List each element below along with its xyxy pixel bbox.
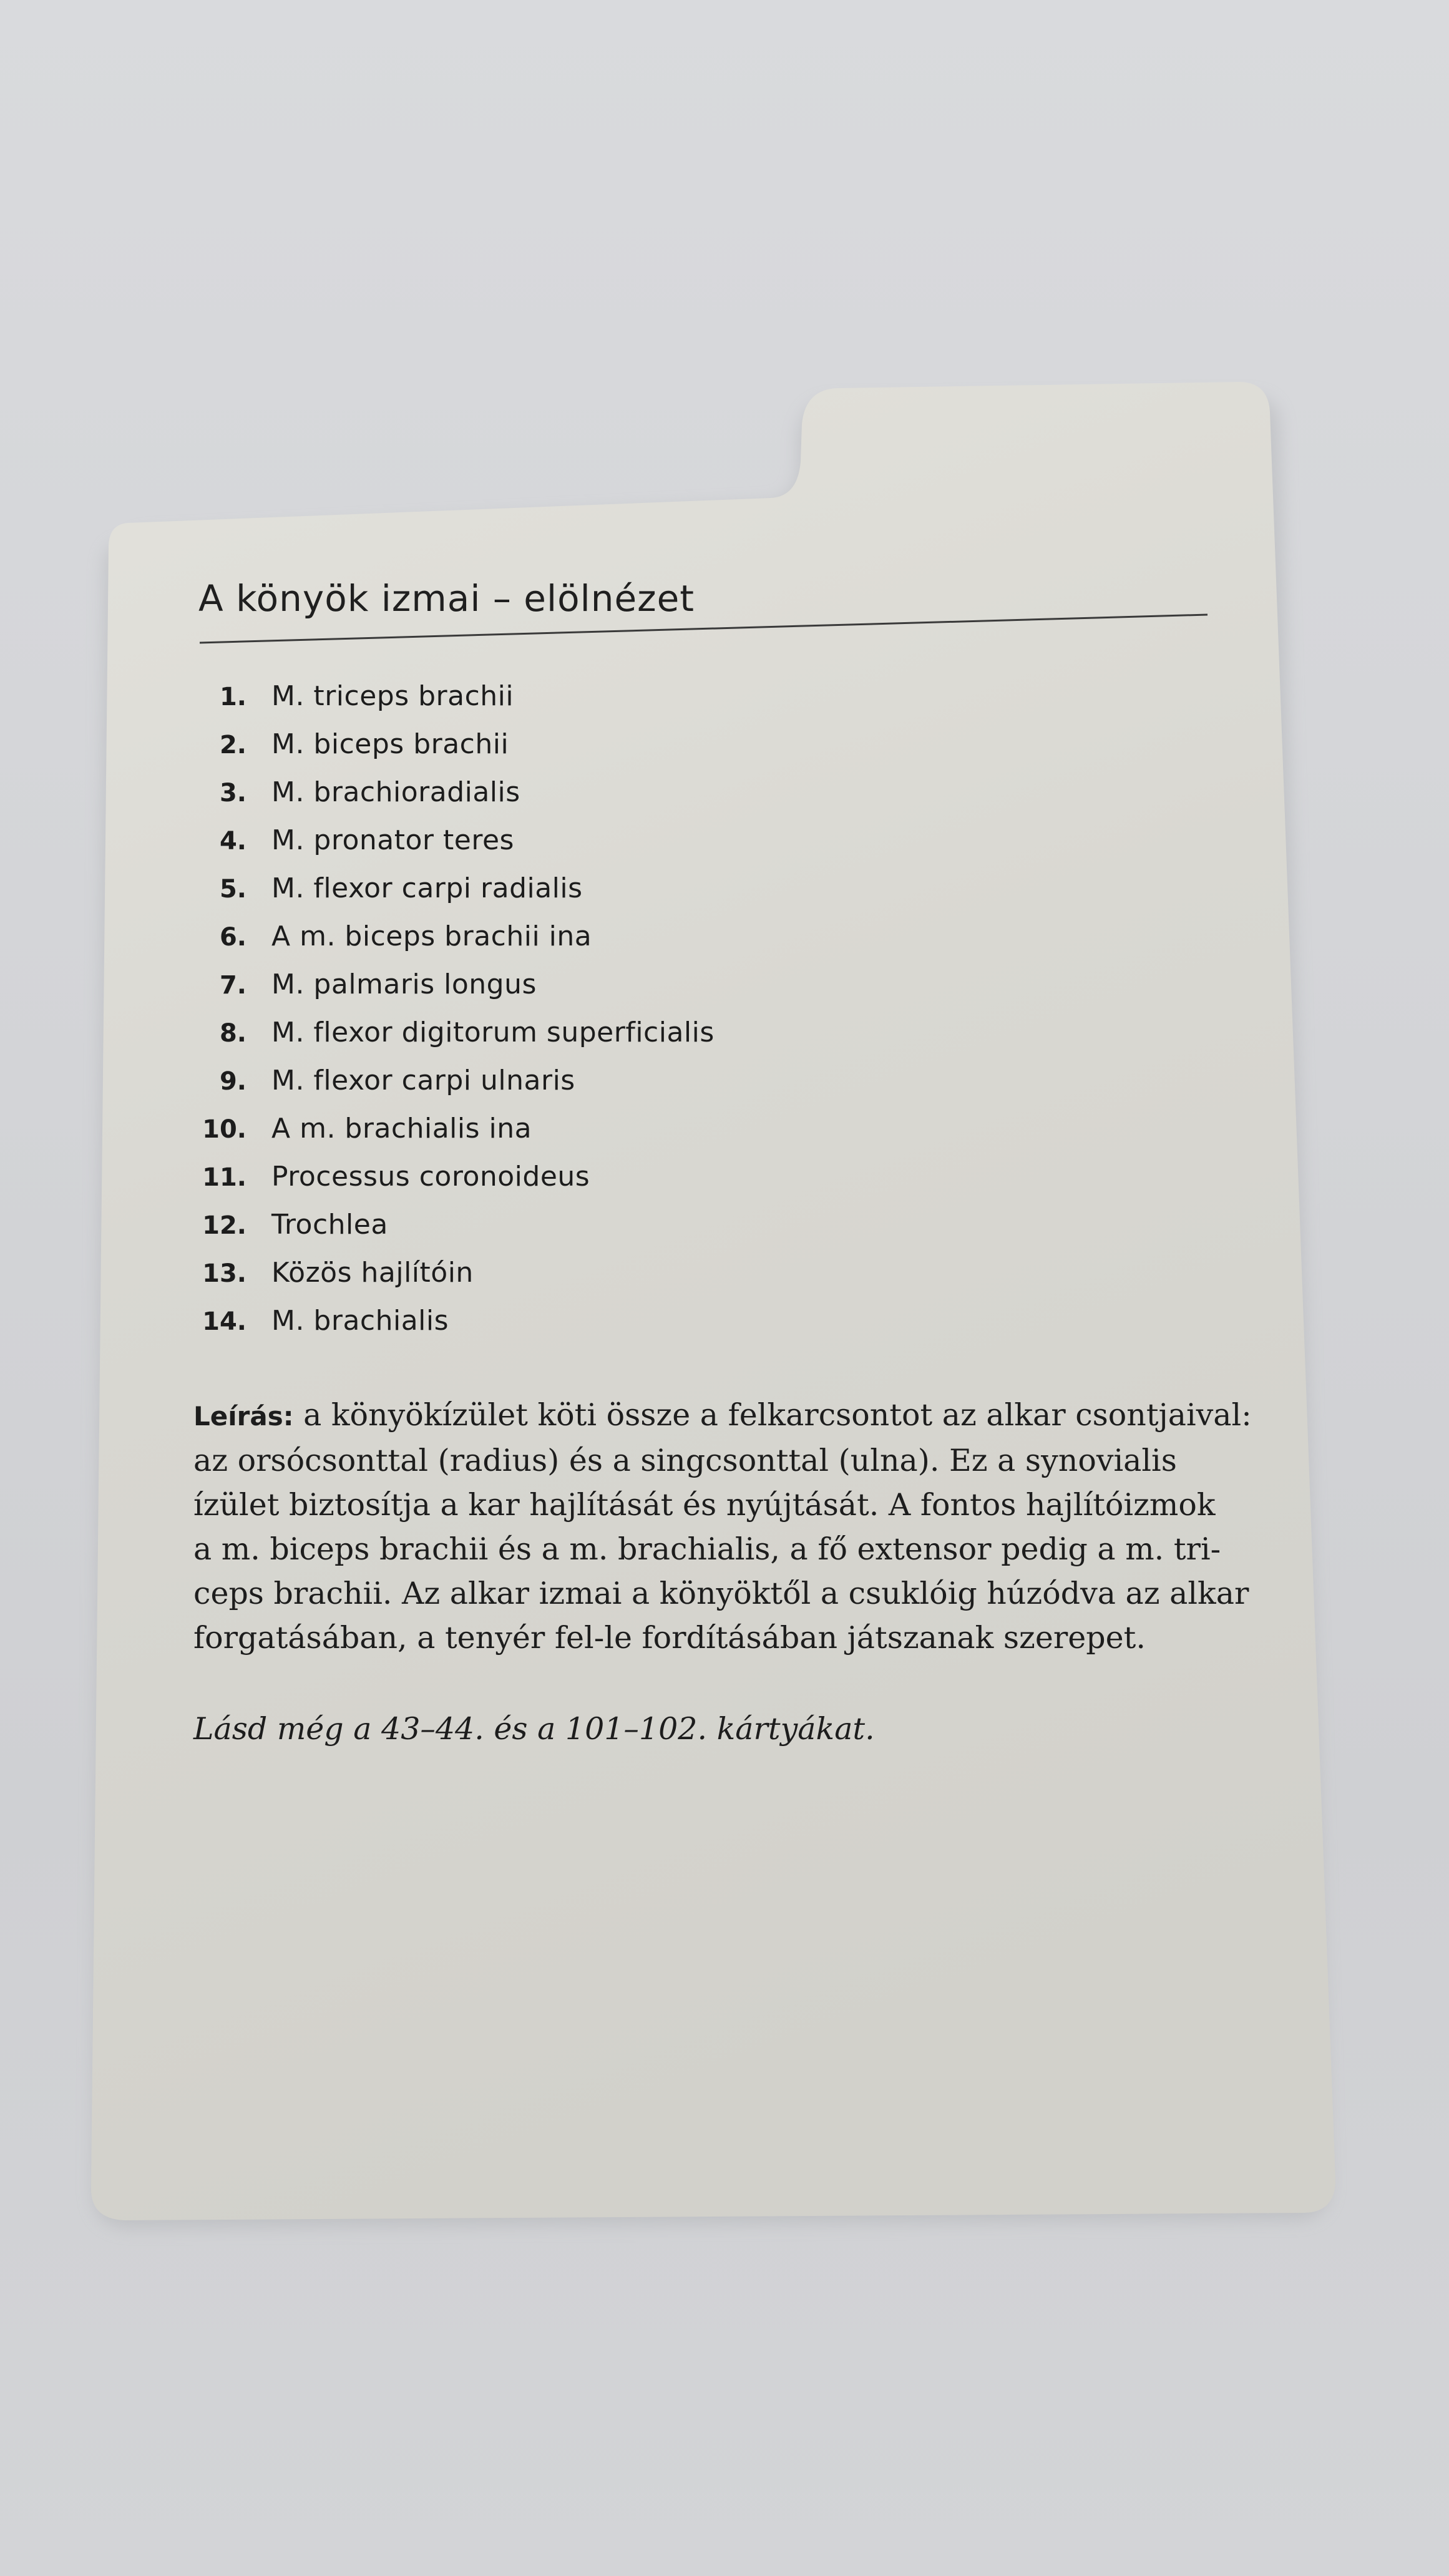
item-text: M. brachialis [271, 1305, 449, 1337]
item-number: 12. [202, 1211, 246, 1240]
list-item [187, 776, 520, 814]
item-text: M. flexor digitorum superficialis [271, 1017, 715, 1048]
list-item [187, 1209, 388, 1246]
item-text: M. brachioradialis [271, 776, 520, 808]
list-item [187, 824, 514, 862]
item-number: 8. [219, 1019, 246, 1048]
item-number: 5. [219, 875, 246, 904]
list-item [187, 1161, 590, 1198]
item-text: M. pronator teres [271, 824, 514, 856]
list-item [187, 872, 583, 910]
item-number: 10. [202, 1115, 246, 1144]
description-line: az orsócsonttal (radius) és a singcsonttal (ulna). Ez a synovialis [193, 1443, 1177, 1478]
item-number: 1. [219, 683, 246, 711]
list-item [187, 1065, 575, 1102]
list-item [187, 1113, 532, 1150]
item-number: 4. [219, 827, 246, 856]
item-text: Trochlea [271, 1209, 388, 1241]
list-item [187, 1017, 715, 1054]
item-number: 6. [219, 923, 246, 952]
item-text: M. biceps brachii [271, 728, 509, 760]
description-line: Leírás: a könyökízület köti össze a felkarcsontot az alkar csontjaival: [193, 1397, 1252, 1433]
item-number: 14. [202, 1307, 246, 1336]
description-line: a m. biceps brachii és a m. brachialis, a fő extensor pedig a m. tri- [193, 1531, 1221, 1567]
item-number: 3. [219, 779, 246, 807]
list-item [187, 920, 592, 958]
item-text: M. flexor carpi ulnaris [271, 1065, 575, 1096]
description-line: ceps brachii. Az alkar izmai a könyöktől a csuklóig húzódva az alkar [193, 1576, 1249, 1611]
list-item [187, 728, 509, 766]
card-title: A könyök izmai – elölnézet [198, 577, 695, 620]
item-number: 9. [219, 1067, 246, 1096]
list-item [187, 680, 514, 718]
item-number: 7. [219, 971, 246, 1000]
item-text: M. palmaris longus [271, 968, 537, 1000]
list-item [187, 1305, 449, 1342]
description [193, 1393, 1267, 1660]
item-text: A m. brachialis ina [271, 1113, 532, 1144]
item-number: 13. [202, 1259, 246, 1288]
item-text: Processus coronoideus [271, 1161, 590, 1193]
list-item [187, 1257, 474, 1294]
item-text: M. triceps brachii [271, 680, 514, 712]
description-lead: Leírás: [193, 1401, 294, 1432]
description-line: ízület biztosítja a kar hajlítását és nyújtását. A fontos hajlítóizmok [193, 1487, 1216, 1523]
description-line: forgatásában, a tenyér fel-le fordításában játszanak szerepet. [193, 1620, 1146, 1656]
item-text: M. flexor carpi radialis [271, 872, 583, 904]
see-also-note: Lásd még a 43–44. és a 101–102. kártyákat. [193, 1711, 875, 1747]
list-item [187, 968, 537, 1006]
item-text: Közös hajlítóin [271, 1257, 474, 1289]
item-number: 2. [219, 731, 246, 759]
item-text: A m. biceps brachii ina [271, 920, 592, 952]
item-number: 11. [202, 1163, 246, 1192]
